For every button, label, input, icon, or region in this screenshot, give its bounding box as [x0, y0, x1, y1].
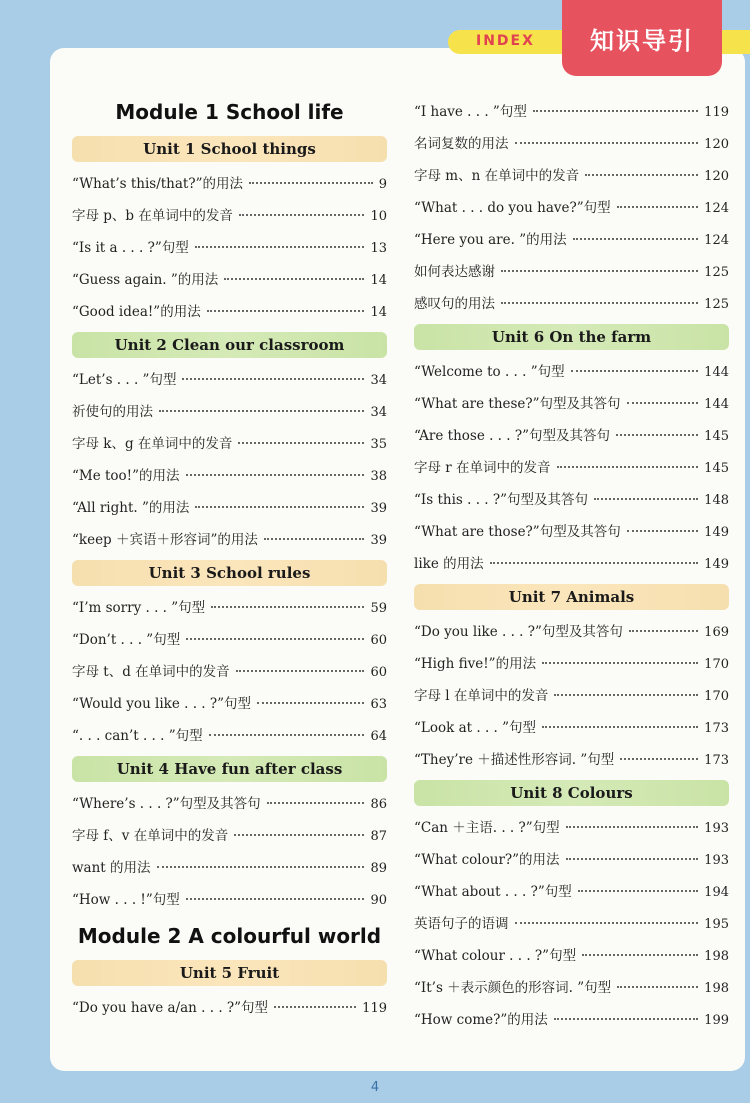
toc-entry-page: 144: [704, 397, 729, 412]
dot-leader: [554, 1018, 698, 1020]
toc-entry-page: 90: [370, 893, 387, 908]
toc-entry-title: “Do you have a/an . . . ?”句型: [72, 1000, 269, 1016]
toc-entry-page: 39: [370, 533, 387, 548]
toc-entry[interactable]: [414, 844, 729, 876]
toc-entry-page: 10: [370, 209, 387, 224]
page-number: 4: [370, 1080, 380, 1095]
toc-entry[interactable]: [72, 852, 387, 884]
toc-entry-title: “I have . . . ”句型: [414, 104, 527, 120]
toc-entry-title: “They’re ＋描述性形容词. ”句型: [414, 752, 615, 768]
toc-entry-page: 13: [370, 241, 387, 256]
toc-entry-page: 193: [704, 821, 729, 836]
dot-leader: [515, 142, 699, 144]
toc-entry-page: 145: [704, 429, 729, 444]
toc-entry-title: 如何表达感谢: [414, 264, 495, 280]
toc-entry[interactable]: [414, 616, 729, 648]
toc-entry-title: “How come?”的用法: [414, 1012, 548, 1028]
dot-leader: [211, 606, 364, 608]
dot-leader: [234, 834, 364, 836]
toc-entry[interactable]: [72, 656, 387, 688]
toc-entry-title: 感叹句的用法: [414, 296, 495, 312]
toc-entry-page: 63: [370, 697, 387, 712]
toc-entry-title: want 的用法: [72, 860, 151, 876]
toc-entry[interactable]: [414, 744, 729, 776]
toc-entry-page: 198: [704, 981, 729, 996]
dot-leader: [594, 498, 698, 500]
dot-leader: [236, 670, 365, 672]
toc-entry-title: “Is it a . . . ?”句型: [72, 240, 189, 256]
dot-leader: [578, 890, 698, 892]
toc-entry-page: 34: [370, 373, 387, 388]
toc-entry-title: “Welcome to . . . ”句型: [414, 364, 565, 380]
toc-entry[interactable]: [72, 232, 387, 264]
toc-entry[interactable]: [72, 492, 387, 524]
toc-entry-title: “What . . . do you have?”句型: [414, 200, 611, 216]
toc-entry[interactable]: [414, 516, 729, 548]
toc-entry[interactable]: [414, 908, 729, 940]
toc-entry-title: “. . . can’t . . . ”句型: [72, 728, 203, 744]
toc-entry-title: “What about . . . ?”句型: [414, 884, 572, 900]
dot-leader: [195, 506, 364, 508]
toc-entry-page: 193: [704, 853, 729, 868]
toc-entry[interactable]: [414, 288, 729, 320]
dot-leader: [182, 378, 364, 380]
toc-entry-title: “Are those . . . ?”句型及其答句: [414, 428, 610, 444]
toc-entry[interactable]: [72, 428, 387, 460]
toc-entry[interactable]: [72, 624, 387, 656]
toc-entry-title: “Is this . . . ?”句型及其答句: [414, 492, 588, 508]
toc-entry[interactable]: [72, 992, 387, 1024]
toc-entry-title: “High five!”的用法: [414, 656, 537, 672]
toc-entry[interactable]: [414, 680, 729, 712]
section-tab: 知识导引: [562, 0, 722, 76]
toc-entry-page: 120: [704, 169, 729, 184]
toc-entry[interactable]: [72, 364, 387, 396]
toc-entry-page: 194: [704, 885, 729, 900]
toc-entry-page: 173: [704, 753, 729, 768]
dot-leader: [264, 538, 365, 540]
toc-entry-title: 字母 k、g 在单词中的发音: [72, 436, 233, 452]
toc-entry-page: 89: [370, 861, 387, 876]
toc-entry-title: “What colour . . . ?”句型: [414, 948, 577, 964]
toc-entry-page: 173: [704, 721, 729, 736]
toc-entry-page: 14: [370, 273, 387, 288]
dot-leader: [186, 898, 365, 900]
unit-heading: Unit 4 Have fun after class: [72, 756, 387, 782]
dot-leader: [533, 110, 698, 112]
toc-entry[interactable]: [414, 128, 729, 160]
toc-entry[interactable]: [414, 712, 729, 744]
dot-leader: [585, 174, 698, 176]
toc-entry-title: “Do you like . . . ?”句型及其答句: [414, 624, 623, 640]
toc-entry-page: 125: [704, 297, 729, 312]
dot-leader: [542, 726, 698, 728]
dot-leader: [501, 270, 698, 272]
unit-heading: Unit 8 Colours: [414, 780, 729, 806]
toc-entry-title: “Don’t . . . ”句型: [72, 632, 181, 648]
toc-entry-title: “Where’s . . . ?”句型及其答句: [72, 796, 261, 812]
dot-leader: [267, 802, 365, 804]
dot-leader: [627, 402, 699, 404]
dot-leader: [490, 562, 699, 564]
dot-leader: [617, 986, 698, 988]
dot-leader: [257, 702, 364, 704]
dot-leader: [554, 694, 698, 696]
toc-entry-title: “Look at . . . ”句型: [414, 720, 537, 736]
toc-entry-page: 59: [370, 601, 387, 616]
toc-entry[interactable]: [414, 388, 729, 420]
toc-entry-title: “Me too!”的用法: [72, 468, 180, 484]
toc-entry-title: “Good idea!”的用法: [72, 304, 201, 320]
toc-entry[interactable]: [414, 812, 729, 844]
dot-leader: [629, 630, 698, 632]
dot-leader: [224, 278, 364, 280]
dot-leader: [566, 858, 699, 860]
toc-entry[interactable]: [414, 256, 729, 288]
unit-heading: Unit 2 Clean our classroom: [72, 332, 387, 358]
toc-entry-page: 38: [370, 469, 387, 484]
toc-entry-page: 9: [378, 177, 387, 192]
toc-entry-page: 145: [704, 461, 729, 476]
toc-entry-page: 125: [704, 265, 729, 280]
toc-entry-title: “What colour?”的用法: [414, 852, 560, 868]
toc-entry-title: “Here you are. ”的用法: [414, 232, 567, 248]
toc-entry-page: 195: [704, 917, 729, 932]
toc-entry-title: “Would you like . . . ?”句型: [72, 696, 252, 712]
unit-heading: Unit 6 On the farm: [414, 324, 729, 350]
unit-heading: Unit 1 School things: [72, 136, 387, 162]
toc-entry-title: 字母 r 在单词中的发音: [414, 460, 551, 476]
dot-leader: [571, 370, 699, 372]
dot-leader: [617, 206, 699, 208]
toc-entry[interactable]: [414, 356, 729, 388]
toc-entry-page: 169: [704, 625, 729, 640]
toc-entry-title: “Guess again. ”的用法: [72, 272, 219, 288]
toc-entry-title: “Can ＋主语. . . ?”句型: [414, 820, 560, 836]
toc-entry[interactable]: [72, 460, 387, 492]
toc-entry-page: 149: [704, 557, 729, 572]
toc-right-column: [414, 96, 729, 1036]
dot-leader: [195, 246, 365, 248]
dot-leader: [627, 530, 698, 532]
index-label: INDEX: [476, 33, 535, 49]
toc-entry-page: 149: [704, 525, 729, 540]
toc-entry-page: 144: [704, 365, 729, 380]
dot-leader: [616, 434, 698, 436]
toc-entry-page: 199: [704, 1013, 729, 1028]
unit-heading: Unit 3 School rules: [72, 560, 387, 586]
toc-entry[interactable]: [414, 648, 729, 680]
toc-entry[interactable]: [414, 548, 729, 580]
toc-entry[interactable]: [72, 524, 387, 556]
dot-leader: [207, 310, 365, 312]
toc-entry[interactable]: [414, 420, 729, 452]
toc-entry-title: “keep ＋宾语＋形容词”的用法: [72, 532, 258, 548]
toc-entry[interactable]: [72, 296, 387, 328]
toc-entry-page: 170: [704, 657, 729, 672]
module-heading: Module 1 School life: [115, 100, 344, 124]
toc-entry-title: 字母 p、b 在单词中的发音: [72, 208, 233, 224]
dot-leader: [209, 734, 365, 736]
module-heading: Module 2 A colourful world: [77, 924, 382, 948]
toc-entry[interactable]: [414, 224, 729, 256]
dot-leader: [573, 238, 699, 240]
dot-leader: [186, 638, 364, 640]
dot-leader: [557, 466, 699, 468]
toc-entry-page: 60: [370, 633, 387, 648]
toc-entry-page: 64: [370, 729, 387, 744]
dot-leader: [159, 410, 364, 412]
toc-entry-title: 字母 m、n 在单词中的发音: [414, 168, 580, 184]
toc-entry-page: 148: [704, 493, 729, 508]
toc-entry-page: 198: [704, 949, 729, 964]
dot-leader: [238, 442, 364, 444]
toc-entry-title: 字母 f、v 在单词中的发音: [72, 828, 229, 844]
dot-leader: [239, 214, 365, 216]
toc-entry[interactable]: [414, 452, 729, 484]
toc-entry[interactable]: [72, 788, 387, 820]
toc-entry-title: 名词复数的用法: [414, 136, 509, 152]
toc-entry-title: “What’s this/that?”的用法: [72, 176, 243, 192]
toc-entry-title: “It’s ＋表示颜色的形容词. ”句型: [414, 980, 612, 996]
toc-entry-page: 124: [704, 233, 729, 248]
dot-leader: [515, 922, 699, 924]
dot-leader: [582, 954, 698, 956]
toc-entry-page: 39: [370, 501, 387, 516]
toc-entry[interactable]: [414, 96, 729, 128]
toc-entry[interactable]: [414, 484, 729, 516]
toc-entry[interactable]: [72, 200, 387, 232]
toc-entry-title: 字母 l 在单词中的发音: [414, 688, 549, 704]
toc-entry-page: 124: [704, 201, 729, 216]
toc-entry-title: “I’m sorry . . . ”句型: [72, 600, 206, 616]
toc-entry[interactable]: [414, 940, 729, 972]
toc-entry-title: “What are those?”句型及其答句: [414, 524, 621, 540]
toc-entry[interactable]: [72, 688, 387, 720]
toc-entry-page: 60: [370, 665, 387, 680]
toc-entry[interactable]: [72, 168, 387, 200]
toc-entry-title: “Let’s . . . ”句型: [72, 372, 177, 388]
toc-entry[interactable]: [72, 720, 387, 752]
toc-entry-page: 14: [370, 305, 387, 320]
unit-heading: Unit 5 Fruit: [72, 960, 387, 986]
toc-entry-title: like 的用法: [414, 556, 484, 572]
toc-entry-page: 170: [704, 689, 729, 704]
dot-leader: [186, 474, 365, 476]
toc-entry-page: 34: [370, 405, 387, 420]
dot-leader: [157, 866, 365, 868]
dot-leader: [620, 758, 698, 760]
toc-entry-title: “What are these?”句型及其答句: [414, 396, 621, 412]
toc-entry[interactable]: [72, 592, 387, 624]
unit-heading: Unit 7 Animals: [414, 584, 729, 610]
toc-entry-page: 119: [704, 105, 729, 120]
toc-entry-title: “How . . . !”句型: [72, 892, 180, 908]
dot-leader: [501, 302, 698, 304]
toc-entry-page: 87: [370, 829, 387, 844]
dot-leader: [274, 1006, 356, 1008]
toc-left-column: [72, 92, 387, 1024]
toc-entry[interactable]: [72, 820, 387, 852]
dot-leader: [542, 662, 698, 664]
toc-entry[interactable]: [72, 264, 387, 296]
toc-entry-title: 英语句子的语调: [414, 916, 509, 932]
toc-entry[interactable]: [414, 1004, 729, 1036]
toc-entry[interactable]: [414, 972, 729, 1004]
toc-entry-page: 119: [362, 1001, 387, 1016]
toc-entry[interactable]: [414, 876, 729, 908]
dot-leader: [249, 182, 373, 184]
toc-entry-title: 祈使句的用法: [72, 404, 153, 420]
toc-entry-title: “All right. ”的用法: [72, 500, 190, 516]
toc-entry-title: 字母 t、d 在单词中的发音: [72, 664, 230, 680]
toc-entry-page: 86: [370, 797, 387, 812]
toc-entry[interactable]: [72, 396, 387, 428]
dot-leader: [566, 826, 699, 828]
toc-entry-page: 120: [704, 137, 729, 152]
toc-entry-page: 35: [370, 437, 387, 452]
toc-entry[interactable]: [72, 884, 387, 916]
toc-entry[interactable]: [414, 192, 729, 224]
toc-entry[interactable]: [414, 160, 729, 192]
